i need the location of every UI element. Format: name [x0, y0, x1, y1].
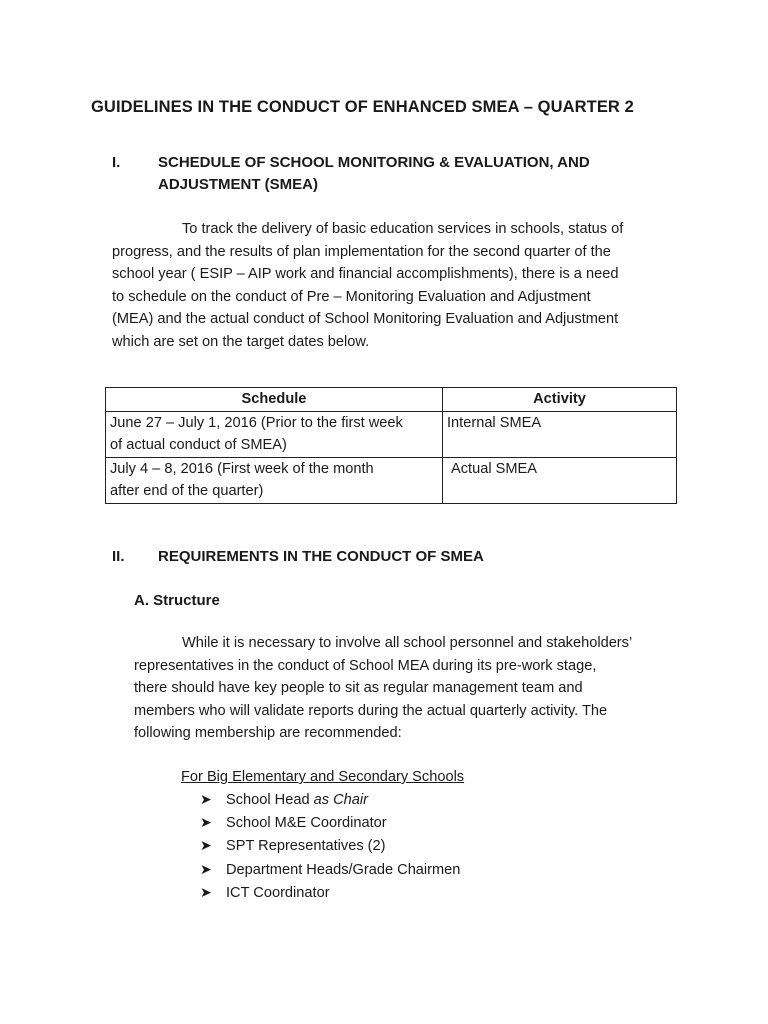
schedule-cell: July 4 – 8, 2016 (First week of the month after end of the quarter): [106, 457, 443, 503]
section-1-paragraph: [112, 218, 682, 354]
column-header-schedule: Schedule: [106, 388, 443, 412]
arrow-bullet-icon: ➤: [200, 883, 212, 900]
membership-list-title: For Big Elementary and Secondary Schools: [181, 769, 465, 785]
list-item: ➤ ICT Coordinator: [200, 881, 460, 904]
paragraph-line: which are set on the target dates below.: [112, 333, 370, 350]
list-item: ➤ SPT Representatives (2): [200, 834, 460, 857]
list-item: ➤ School Head as Chair: [200, 788, 460, 811]
activity-cell: Internal SMEA: [443, 411, 677, 457]
section-2-number: II.: [112, 548, 125, 565]
paragraph-line: representatives in the conduct of School MEA during its pre-work stage,: [134, 657, 597, 674]
section-1-number: I.: [112, 154, 121, 171]
paragraph-line: (MEA) and the actual conduct of School Monitoring Evaluation and Adjustment: [112, 311, 619, 328]
table-row: [106, 411, 677, 457]
section-1-heading-line: ADJUSTMENT (SMEA): [158, 176, 318, 193]
paragraph-line: progress, and the results of plan implementation for the second quarter of the: [112, 243, 611, 260]
section-1-heading-line: SCHEDULE OF SCHOOL MONITORING & EVALUATION, AND: [158, 154, 590, 171]
arrow-bullet-icon: ➤: [200, 791, 212, 807]
activity-cell: Actual SMEA: [443, 457, 677, 503]
paragraph-line: While it is necessary to involve all school personnel and stakeholders’: [182, 635, 633, 651]
membership-list: [200, 788, 460, 904]
table-header-row: [106, 388, 677, 412]
section-2-heading: REQUIREMENTS IN THE CONDUCT OF SMEA: [158, 548, 484, 565]
document-title: GUIDELINES IN THE CONDUCT OF ENHANCED SMEA – QUARTER 2: [91, 98, 634, 116]
paragraph-line: following membership are recommended:: [134, 725, 402, 742]
schedule-table: [105, 387, 677, 504]
paragraph-line: to schedule on the conduct of Pre – Monitoring Evaluation and Adjustment: [112, 288, 591, 305]
arrow-bullet-icon: ➤: [200, 814, 212, 831]
paragraph-line: there should have key people to sit as regular management team and: [134, 680, 583, 697]
column-header-activity: Activity: [443, 388, 677, 412]
schedule-cell: June 27 – July 1, 2016 (Prior to the first week of actual conduct of SMEA): [106, 411, 443, 457]
paragraph-line: To track the delivery of basic education services in schools, status of: [182, 221, 624, 237]
section-2-paragraph: [134, 632, 694, 745]
subsection-heading: A. Structure: [134, 592, 220, 609]
paragraph-line: school year ( ESIP – AIP work and financial accomplishments), there is a need: [112, 266, 619, 283]
list-item: ➤ Department Heads/Grade Chairmen: [200, 858, 460, 881]
arrow-bullet-icon: ➤: [200, 860, 212, 877]
list-item: ➤ School M&E Coordinator: [200, 811, 460, 834]
arrow-bullet-icon: ➤: [200, 837, 212, 854]
table-row: [106, 457, 677, 503]
paragraph-line: members who will validate reports during the actual quarterly activity. The: [134, 702, 608, 719]
section-1-heading: [158, 152, 590, 196]
